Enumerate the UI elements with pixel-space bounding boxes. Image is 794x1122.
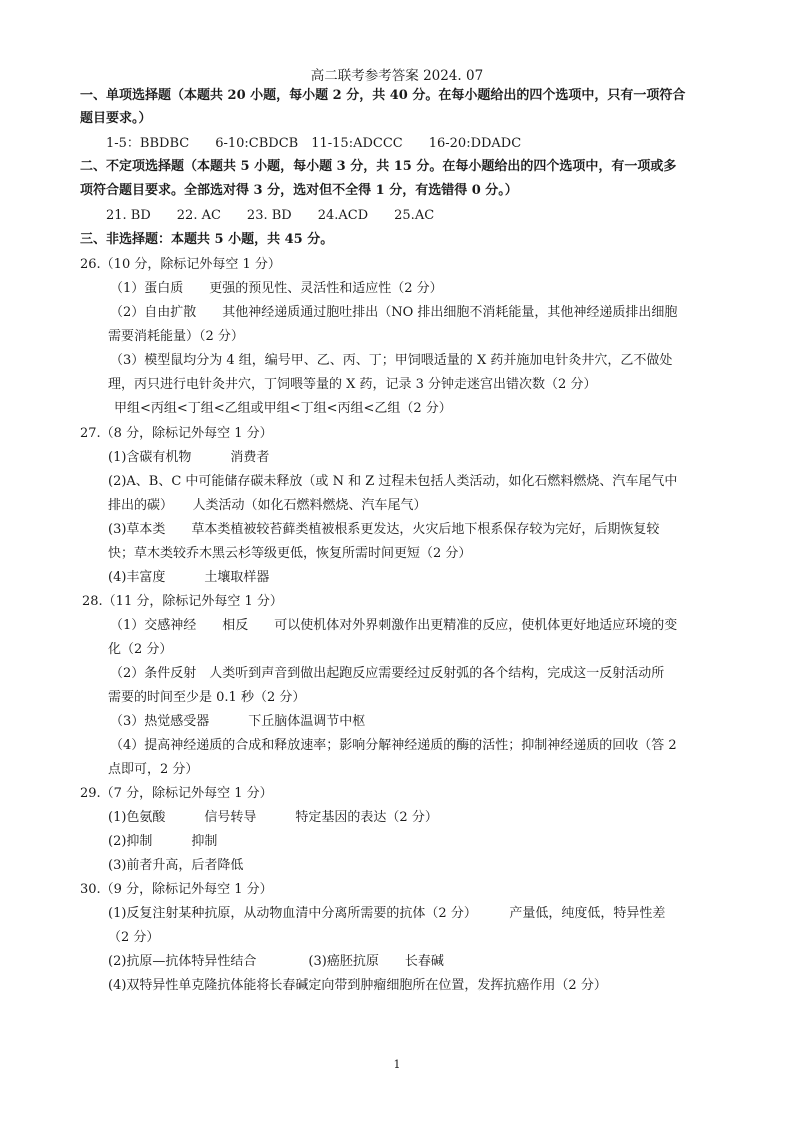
q29-heading: 29.（7 分，除标记外每空 1 分） <box>80 786 273 801</box>
q27-answer-3: (3)草本类 草本类植被较苔藓类植被根系更发达，火灾后地下根系保存较为完好，后期恢复较 <box>108 522 660 537</box>
q27-heading: 27.（8 分，除标记外每空 1 分） <box>80 426 273 441</box>
q26-answer-1: （1）蛋白质 更强的预见性、灵活性和适应性（2 分） <box>110 281 443 296</box>
section-2-answers: 21. BD 22. AC 23. BD 24.ACD 25.AC <box>106 208 435 223</box>
q27-answer-1: (1)含碳有机物 消费者 <box>108 450 270 465</box>
q28-heading: 28.（11 分，除标记外每空 1 分） <box>82 594 283 609</box>
q29-answer-1: (1)色氨酸 信号转导 特定基因的表达（2 分） <box>108 810 438 825</box>
q26-answer-3-order: 甲组<丙组<丁组<乙组或甲组<丁组<丙组<乙组（2 分） <box>114 401 452 416</box>
section-3-heading: 三、非选择题：本题共 5 小题，共 45 分。 <box>80 232 334 247</box>
q28-answer-1: （1）交感神经 相反 可以使机体对外界刺激作出更精准的反应，使机体更好地适应环境的变 <box>110 618 678 633</box>
page-number: 1 <box>393 1058 401 1071</box>
section-1-answers: 1-5：BBDBC 6-10:CBDCB 11-15:ADCCC 16-20:DDADC <box>106 136 522 151</box>
q28-answer-2: （2）条件反射 人类听到声音到做出起跑反应需要经过反射弧的各个结构，完成这一反射活动所 <box>110 666 665 681</box>
q29-answer-2: (2)抑制 抑制 <box>108 834 218 849</box>
q28-answer-4-cont: 点即可，2 分） <box>108 762 199 777</box>
q27-answer-2-cont: 排出的碳） 人类活动（如化石燃料燃烧、汽车尾气） <box>108 498 427 513</box>
q27-answer-2: (2)A、B、C 中可能储存碳未释放（或 N 和 Z 过程未包括人类活动，如化石燃料燃烧、汽车尾气中 <box>108 474 678 489</box>
section-2-heading: 二、不定项选择题（本题共 5 小题，每小题 3 分，共 15 分。在每小题给出的四个选项中，有一项或多 <box>80 159 677 174</box>
section-2-heading-cont: 项符合题目要求。全部选对得 3 分，选对但不全得 1 分，有选错得 0 分。） <box>80 183 518 198</box>
section-1-heading: 一、单项选择题（本题共 20 小题，每小题 2 分，共 40 分。在每小题给出的四个选项中，只有一项符合 <box>80 88 686 103</box>
q26-answer-3: （3）模型鼠均分为 4 组，编号甲、乙、丙、丁；甲饲喂适量的 X 药并施加电针灸井穴，乙不做处 <box>110 353 673 368</box>
section-1-heading-cont: 题目要求。） <box>80 111 152 126</box>
q27-answer-3-cont: 快；草木类较乔木黑云杉等级更低，恢复所需时间更短（2 分） <box>108 546 472 561</box>
q30-answer-1-cont: （2 分） <box>108 930 160 945</box>
q26-answer-2: （2）自由扩散 其他神经递质通过胞吐排出（NO 排出细胞不消耗能量，其他神经递质排出细胞 <box>110 305 678 320</box>
q26-answer-3-cont: 理，丙只进行电针灸井穴，丁饲喂等量的 X 药，记录 3 分钟走迷宫出错次数（2 分） <box>108 377 597 392</box>
q28-answer-4: （4）提高神经递质的合成和释放速率；影响分解神经递质的酶的活性；抑制神经递质的回收（答 2 <box>110 738 677 753</box>
q29-answer-3: (3)前者升高，后者降低 <box>108 858 244 873</box>
q30-answer-4: (4)双特异性单克隆抗体能将长春碱定向带到肿瘤细胞所在位置，发挥抗癌作用（2 分） <box>108 978 607 993</box>
q26-heading: 26.（10 分，除标记外每空 1 分） <box>80 257 281 272</box>
page-title: 高二联考参考答案 2024. 07 <box>310 68 484 84</box>
q27-answer-4: (4)丰富度 土壤取样器 <box>108 570 270 585</box>
q28-answer-2-cont: 需要的时间至少是 0.1 秒（2 分） <box>108 690 306 705</box>
q28-answer-3: （3）热觉感受器 下丘脑体温调节中枢 <box>110 714 366 729</box>
q26-answer-2-cont: 需要消耗能量）（2 分） <box>108 329 244 344</box>
q30-heading: 30.（9 分，除标记外每空 1 分） <box>80 882 273 897</box>
q30-answer-1: (1)反复注射某种抗原，从动物血清中分离所需要的抗体（2 分） 产量低，纯度低，特异性差 <box>108 906 666 921</box>
q28-answer-1-cont: 化（2 分） <box>108 642 173 657</box>
q30-answer-2-3: (2)抗原—抗体特异性结合 (3)癌胚抗原 长春碱 <box>108 954 444 969</box>
